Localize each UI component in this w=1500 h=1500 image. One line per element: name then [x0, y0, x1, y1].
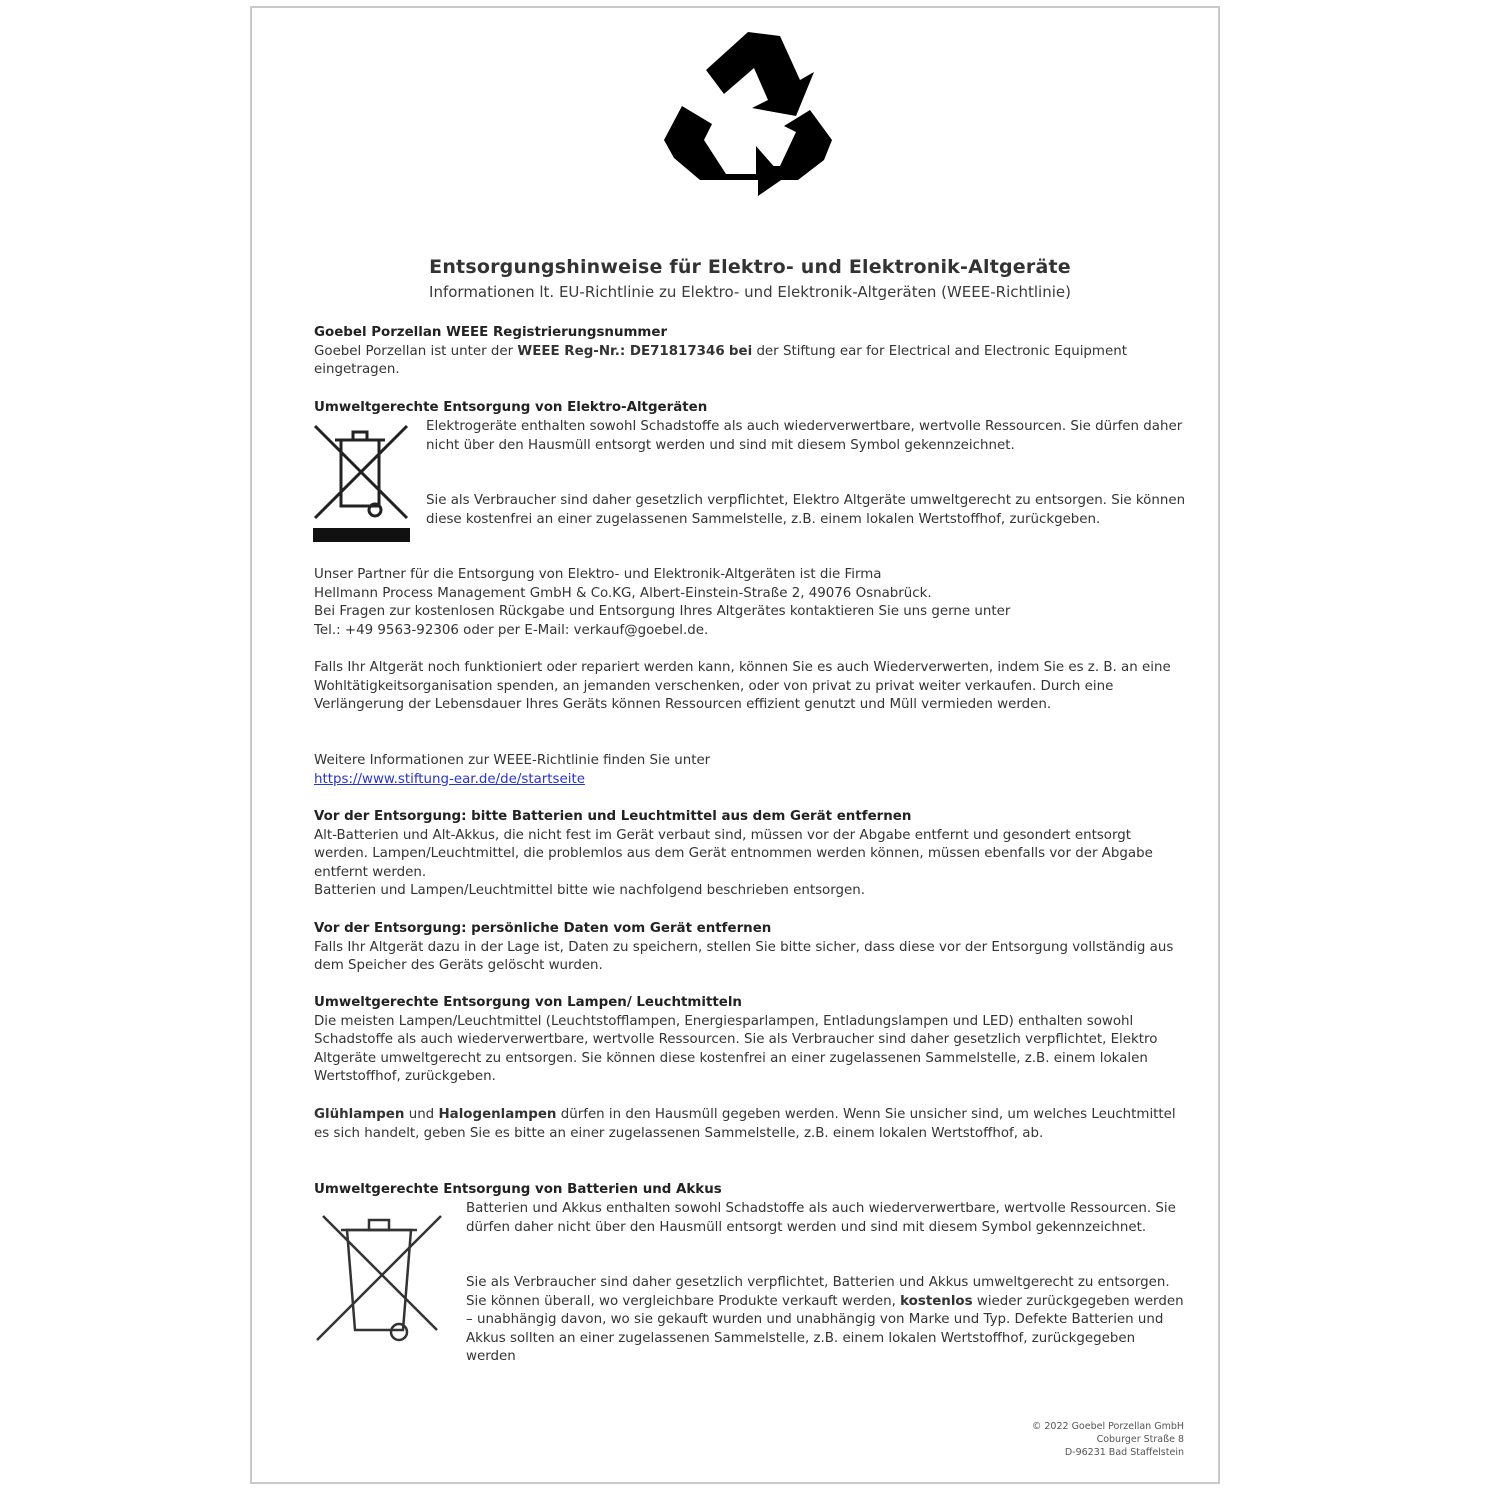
more-info-section: [314, 752, 1184, 789]
gluehlampen-bold: Glühlampen: [314, 1107, 405, 1122]
weee-text: [314, 343, 1184, 380]
batteries-para-2: [466, 1274, 1186, 1367]
batteries-kostenlos: kostenlos: [900, 1293, 973, 1309]
remove-batteries-section: [314, 808, 1184, 901]
weee-text-1: Goebel Porzellan ist unter der: [314, 343, 514, 359]
remove-batteries-heading: Vor der Entsorgung: bitte Batterien und Leuchtmittel aus dem Gerät entfernen: [314, 809, 912, 824]
personal-data-section: [314, 920, 1184, 976]
batteries-para-1: Batterien und Akkus enthalten sowohl Schadstoffe als auch wiederverwertbare, wertvolle Ressourcen. Sie dürfen daher nicht über den Hausmüll entsorgt werden und sind mit diesem Symbol gekennzeichnet.: [466, 1201, 1176, 1235]
batteries-para-2b: wieder zurückgegeben werden – unabhängig davon, wo sie gekauft wurden und unabhängig von Marke und Typ. Defekte Batterien und Akkus sollten an einer zugelassenen Sammelstelle, z.B. einem lokalen Wertstoffhof, zurückgegeben werden: [466, 1293, 1184, 1365]
remove-batteries-text-2: Batterien und Lampen/Leuchtmittel bitte wie nachfolgend beschrieben entsorgen.: [314, 883, 865, 899]
footer-line-2: Coburger Straße 8: [1096, 1434, 1184, 1445]
batteries-para-2a: Sie als Verbraucher sind daher gesetzlich verpflichtet, Batterien und Akkus umweltgerecht zu entsorgen. Sie können überall, wo vergleichbare Produkte verkauft werden,: [466, 1275, 1170, 1309]
personal-data-text: Falls Ihr Altgerät dazu in der Lage ist, Daten zu speichern, stellen Sie bitte sicher, dass diese vor der Entsorgung vollständig aus dem Speicher des Geräts gelöscht wurden.: [314, 939, 1174, 974]
partner-section: [314, 566, 1184, 640]
footer-address: [1032, 1420, 1184, 1459]
personal-data-heading: Vor der Entsorgung: persönliche Daten vom Gerät entfernen: [314, 921, 772, 936]
recycle-icon: [660, 28, 836, 198]
page-subtitle: Informationen lt. EU-Richtlinie zu Elektro- und Elektronik-Altgeräten (WEEE-Richtlinie): [429, 283, 1071, 301]
reuse-text: Falls Ihr Altgerät noch funktioniert oder repariert werden kann, können Sie es auch Wiederverwerten, indem Sie es z. B. an eine Wohltätigkeitsorganisation spenden, an jemanden verschenken, oder von privat zu privat weiter verkaufen. Durch eine Verlängerung der Lebensdauer Ihres Geräts können Ressourcen effizient genutzt und Müll vermieden werden.: [314, 660, 1171, 713]
lamps-heading: Umweltgerechte Entsorgung von Lampen/ Leuchtmitteln: [314, 995, 742, 1010]
halogenlampen-bold: Halogenlampen: [438, 1107, 557, 1122]
crossed-out-battery-bin-icon: [313, 1210, 445, 1348]
weee-reg-number: WEEE Reg-Nr.: DE71817346: [517, 343, 725, 359]
elektro-heading-wrap: [314, 399, 1184, 418]
partner-line-2: Hellmann Process Management GmbH & Co.KG, Albert-Einstein-Straße 2, 49076 Osnabrück.: [314, 585, 932, 601]
footer-line-1: © 2022 Goebel Porzellan GmbH: [1031, 1421, 1184, 1432]
elektro-para-2: Sie als Verbraucher sind daher gesetzlich verpflichtet, Elektro Altgeräte umweltgerecht zu entsorgen. Sie können diese kostenfrei an einer zugelassenen Sammelstelle, z.B. einem lokalen Wertstoffhof, zurückgeben.: [426, 493, 1186, 527]
weee-heading: Goebel Porzellan WEEE Registrierungsnummer: [314, 325, 668, 340]
weee-section: [314, 324, 1184, 380]
partner-line-3: Bei Fragen zur kostenlosen Rückgabe und Entsorgung Ihres Altgerätes kontaktieren Sie uns gerne unter: [314, 604, 1011, 620]
elektro-para-1: Elektrogeräte enthalten sowohl Schadstoffe als auch wiederverwertbare, wertvolle Ressourcen. Sie dürfen daher nicht über den Hausmüll entsorgt werden und sind mit diesem Symbol gekennzeichnet.: [426, 419, 1183, 453]
weee-info-link[interactable]: https://www.stiftung-ear.de/de/startseite: [314, 771, 585, 787]
footer-line-3: D-96231 Bad Staffelstein: [1064, 1447, 1184, 1458]
batteries-heading: Umweltgerechte Entsorgung von Batterien und Akkus: [314, 1182, 722, 1197]
gluehlampen-rest: dürfen in den Hausmüll gegeben werden. Wenn Sie unsicher sind, um welches Leuchtmittel es sich handelt, geben Sie es bitte an einer zugelassenen Sammelstelle, z.B. einem lokalen Wertstoffhof, ab.: [314, 1107, 1176, 1141]
partner-line-4: Tel.: +49 9563-92306 oder per E-Mail: verkauf@goebel.de.: [314, 622, 709, 638]
weee-text-bei: bei: [728, 343, 753, 359]
lamps-text: Die meisten Lampen/Leuchtmittel (Leuchtstofflampen, Energiesparlampen, Entladungslampen und LED) enthalten sowohl Schadstoffe als auch wiederverwertbare, wertvolle Ressourcen. Sie als Verbraucher sind daher gesetzlich verpflichtet, Elektro Altgeräte umweltgerecht zu entsorgen. Sie können diese kostenfrei an einer zugelassenen Sammelstelle, z.B. einem lokalen Wertstoffhof, zurückgeben.: [314, 1013, 1158, 1085]
lamps-section: [314, 994, 1184, 1087]
gluehlampen-text: [314, 1106, 1184, 1143]
remove-batteries-text-1: Alt-Batterien und Alt-Akkus, die nicht fest im Gerät verbaut sind, müssen vor der Abgabe entfernt und gesondert entsorgt werden. Lampen/Leuchtmittel, die problemlos aus dem Gerät entnommen werden können, müssen ebenfalls vor der Abgabe entfernt werden.: [314, 827, 1153, 880]
batteries-heading-wrap: [314, 1181, 1184, 1200]
elektro-heading: Umweltgerechte Entsorgung von Elektro-Altgeräten: [314, 400, 708, 415]
more-info-text: Weitere Informationen zur WEEE-Richtlinie finden Sie unter: [314, 753, 711, 768]
page-title: Entsorgungshinweise für Elektro- und Elektronik-Altgeräte: [429, 256, 1071, 278]
gluehlampen-und: und: [408, 1107, 435, 1122]
crossed-out-wheelie-bin-icon: [313, 422, 410, 544]
weee-text-2: der Stiftung ear for Electrical and Electronic Equipment eingetragen.: [314, 343, 1127, 378]
partner-line-1: Unser Partner für die Entsorgung von Elektro- und Elektronik-Altgeräten ist die Firma: [314, 567, 882, 582]
